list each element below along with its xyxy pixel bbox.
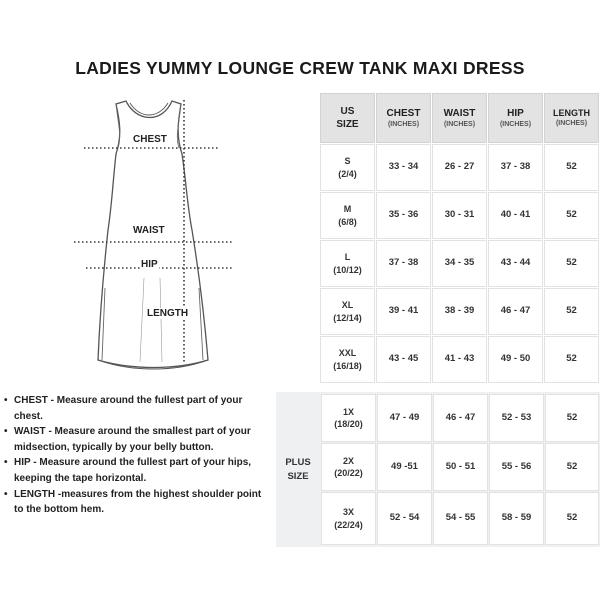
hip-value: 52 - 53 xyxy=(489,394,544,442)
chest-value: 33 - 34 xyxy=(376,144,431,191)
hip-value: 46 - 47 xyxy=(488,288,543,335)
note-waist: • WAIST - Measure around the smallest part of your midsection, typically by your belly button. xyxy=(4,424,266,455)
waist-value: 38 - 39 xyxy=(432,288,487,335)
header-waist: WAIST (INCHES) xyxy=(432,93,487,143)
hip-value: 58 - 59 xyxy=(489,492,544,545)
length-value: 52 xyxy=(545,394,599,442)
waist-label: WAIST xyxy=(133,225,165,236)
chest-label: CHEST xyxy=(133,134,167,145)
waist-value: 34 - 35 xyxy=(432,240,487,287)
length-value: 52 xyxy=(544,192,599,239)
page-title: LADIES YUMMY LOUNGE CREW TANK MAXI DRESS xyxy=(75,58,525,78)
size-cell: M (6/8) xyxy=(320,192,375,239)
waist-value: 26 - 27 xyxy=(432,144,487,191)
chest-value: 52 - 54 xyxy=(377,492,432,545)
waist-value: 46 - 47 xyxy=(433,394,488,442)
chest-value: 49 -51 xyxy=(377,443,432,491)
note-chest: • CHEST - Measure around the fullest part of your chest. xyxy=(4,393,266,424)
waist-value: 50 - 51 xyxy=(433,443,488,491)
size-cell: 3X (22/24) xyxy=(321,492,376,545)
waist-value: 30 - 31 xyxy=(432,192,487,239)
size-cell: L (10/12) xyxy=(320,240,375,287)
size-cell: 2X (20/22) xyxy=(321,443,376,491)
length-label: LENGTH xyxy=(147,308,189,319)
length-value: 52 xyxy=(544,240,599,287)
header-length: LENGTH (INCHES) xyxy=(544,93,599,143)
chest-value: 43 - 45 xyxy=(376,336,431,383)
header-us-size: US SIZE xyxy=(320,93,375,143)
chest-value: 37 - 38 xyxy=(376,240,431,287)
size-cell: S (2/4) xyxy=(320,144,375,191)
hip-value: 40 - 41 xyxy=(488,192,543,239)
header-chest: CHEST (INCHES) xyxy=(376,93,431,143)
dress-diagram xyxy=(60,92,275,382)
length-value: 52 xyxy=(545,492,599,545)
plus-size-label: PLUS SIZE xyxy=(285,457,311,482)
length-value: 52 xyxy=(544,288,599,335)
note-hip: • HIP - Measure around the fullest part of your hips, keeping the tape horizontal. xyxy=(4,455,266,486)
length-value: 52 xyxy=(544,336,599,383)
length-value: 52 xyxy=(544,144,599,191)
hip-value: 37 - 38 xyxy=(488,144,543,191)
note-length: • LENGTH -measures from the highest shoulder point to the bottom hem. xyxy=(4,487,266,518)
hip-value: 43 - 44 xyxy=(488,240,543,287)
header-hip: HIP (INCHES) xyxy=(488,93,543,143)
length-value: 52 xyxy=(545,443,599,491)
hip-value: 55 - 56 xyxy=(489,443,544,491)
chest-value: 35 - 36 xyxy=(376,192,431,239)
size-cell: XL (12/14) xyxy=(320,288,375,335)
hip-value: 49 - 50 xyxy=(488,336,543,383)
measurement-notes xyxy=(4,393,266,518)
waist-value: 54 - 55 xyxy=(433,492,488,545)
hip-label: HIP xyxy=(141,259,158,270)
size-cell: XXL (16/18) xyxy=(320,336,375,383)
size-cell: 1X (18/20) xyxy=(321,394,376,442)
chest-value: 39 - 41 xyxy=(376,288,431,335)
chest-value: 47 - 49 xyxy=(377,394,432,442)
waist-value: 41 - 43 xyxy=(432,336,487,383)
